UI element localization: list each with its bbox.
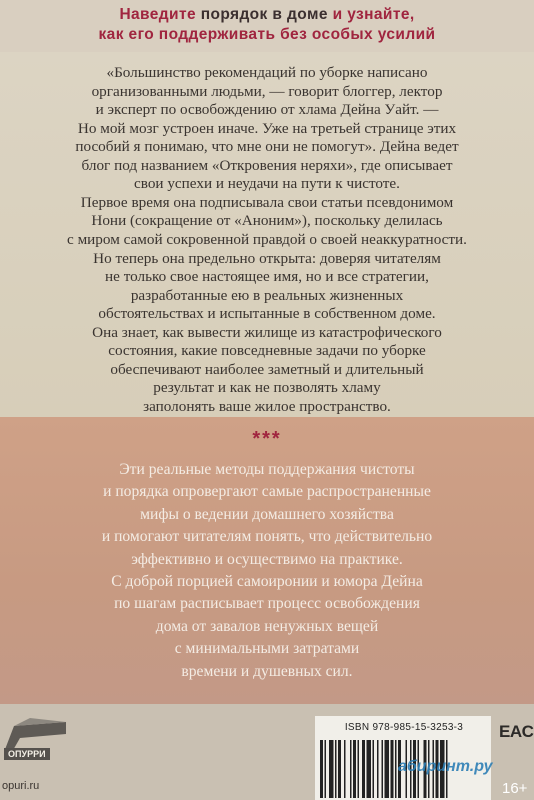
- barcode-bar: [395, 740, 397, 798]
- publisher-site: opuri.ru: [2, 780, 40, 792]
- text-line: не только свое настоящее имя, но и все стратегии,: [105, 268, 429, 286]
- text-line: с миром самой сокровенной правдой о своей неаккуратности.: [67, 230, 467, 248]
- text-line: по шагам расписывает процесс освобождения: [114, 595, 420, 613]
- text-line: обстоятельствах и испытанные в собственном доме.: [98, 305, 436, 323]
- barcode-bar: [350, 740, 352, 798]
- text-line: Эти реальные методы поддержания чистоты: [119, 461, 415, 478]
- text-line: с минимальными затратами: [174, 640, 360, 658]
- barcode-bar: [377, 740, 379, 798]
- text-line: Нони (сокращение от «Аноним»), поскольку делилась: [91, 212, 443, 230]
- barcode-bar: [358, 740, 360, 798]
- separator-stars: ***: [252, 428, 282, 450]
- barcode-bar: [362, 740, 365, 798]
- text-line: блог под названием «Откровения неряхи», где описывает: [81, 156, 453, 174]
- text-line: дома от завалов ненужных вещей: [155, 617, 379, 635]
- barcode-bar: [373, 740, 375, 798]
- text-line: заполонять ваше жилое пространство.: [143, 397, 391, 415]
- text-line: Первое время она подписывала свои статьи псевдонимом: [80, 193, 454, 211]
- text-line: эффективно и осуществимо на практике.: [131, 550, 403, 568]
- barcode-bar: [382, 740, 384, 798]
- headline: [0, 0, 534, 52]
- headline-line-1: [0, 5, 534, 25]
- barcode-bar: [338, 740, 341, 798]
- text-line: свои успехи и неудачи на пути к чистоте.: [134, 175, 400, 193]
- age-rating: 16+: [502, 780, 528, 797]
- barcode-bar: [391, 740, 394, 798]
- text-line: организованными людьми, — говорит блоггер, лектор: [91, 82, 443, 100]
- barcode-bar: [320, 740, 323, 798]
- isbn: ISBN 978-985-15-3253-3: [344, 722, 464, 733]
- barcode-bar: [367, 740, 372, 798]
- watermark: абиринт.ру: [398, 758, 493, 775]
- text-line: и помогают читателям понять, что действительно: [101, 528, 433, 546]
- barcode-bar: [329, 740, 334, 798]
- text-line: разработанные ею в реальных жизненных: [130, 286, 404, 304]
- text-line: времени и душевных сил.: [181, 662, 353, 680]
- barcode-bar: [353, 740, 356, 798]
- text-line: С доброй порцией самоиронии и юмора Дейна: [111, 573, 423, 590]
- text-line: и эксперт по освобождению от хлама Дейна Уайт. —: [95, 101, 439, 119]
- publisher-logo-text: ОПУРРИ: [4, 748, 50, 760]
- headline-dark: порядок в доме: [200, 6, 328, 23]
- text-line: пособий я понимаю, что мне они не помогут». Дейна ведет: [75, 138, 459, 156]
- text-line: «Большинство рекомендаций по уборке написано: [106, 64, 428, 81]
- text-line: Она знает, как вывести жилище из катастрофического: [92, 323, 442, 341]
- barcode-bar: [325, 740, 327, 798]
- barcode-bar: [344, 740, 346, 798]
- text-line: Но мой мозг устроен иначе. Уже на третьей странице этих: [77, 119, 457, 137]
- headline-red-a: Наведите: [119, 6, 196, 23]
- text-line: результат и как не позволять хламу: [153, 379, 381, 397]
- text-line: состояния, какие повседневные задачи по уборке: [108, 342, 426, 360]
- text-line: и порядка опровергают самые распространенные: [103, 483, 431, 501]
- text-line: Но теперь она предельно открыта: доверяя читателям: [93, 249, 441, 267]
- barcode-bar: [335, 740, 337, 798]
- barcode-bar: [385, 740, 390, 798]
- headline-line-2: как его поддерживать без особых усилий: [98, 26, 436, 43]
- text-line: мифы о ведении домашнего хозяйства: [140, 505, 394, 523]
- eac-mark: EAC: [499, 722, 534, 741]
- text-line: обеспечивают наиболее заметный и длительный: [110, 360, 424, 378]
- headline-red-b: и узнайте,: [332, 6, 415, 23]
